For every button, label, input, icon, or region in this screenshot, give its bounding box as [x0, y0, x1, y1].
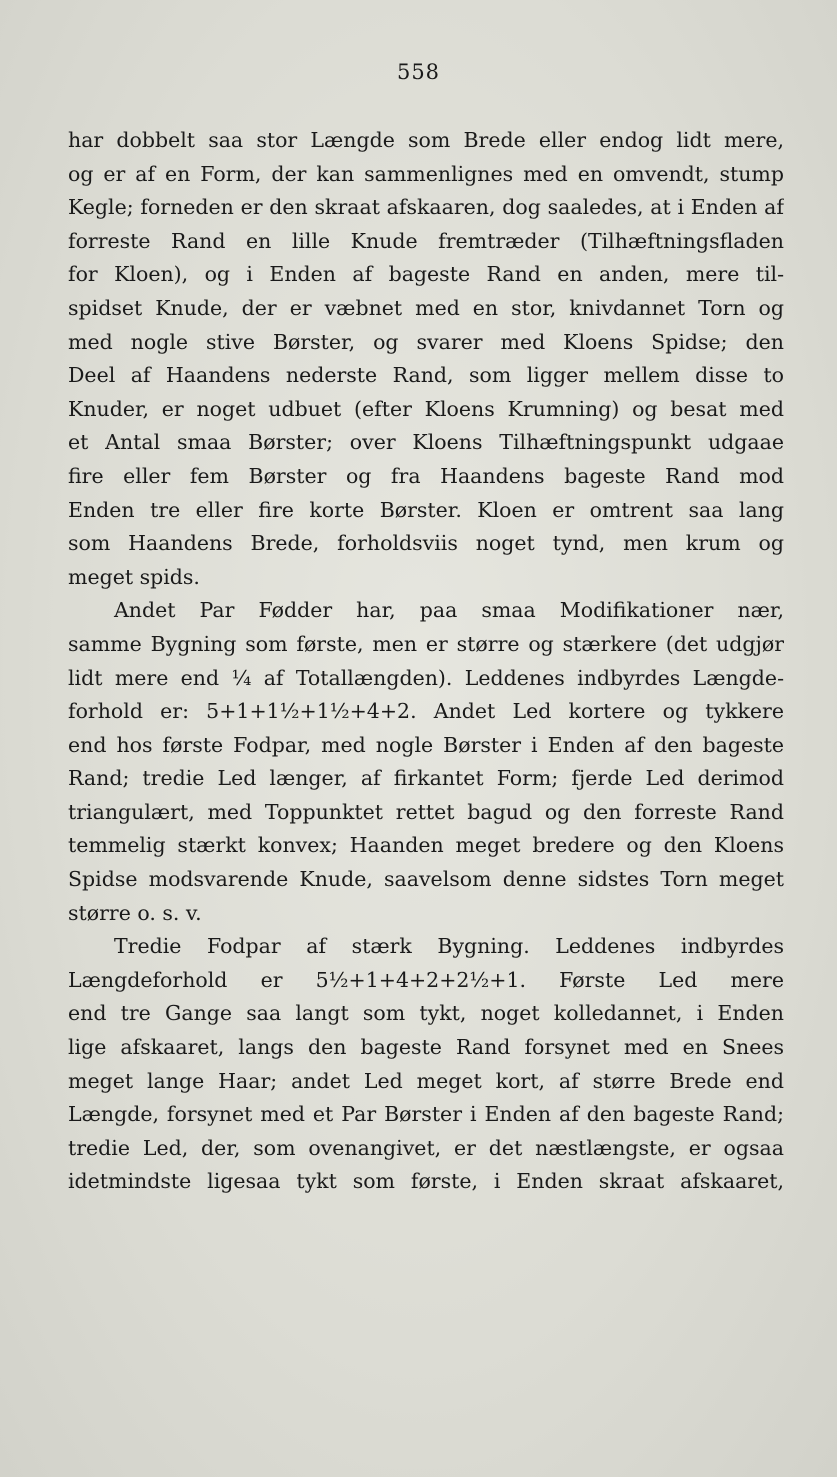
- text-line: end tre Gange saa langt som tykt, noget kolledannet, i Enden: [68, 1001, 784, 1026]
- text-line: Kegle; forneden er den skraat afskaaren, dog saaledes, at i Enden af: [68, 195, 784, 220]
- text-line: Længdeforhold er 5½+1+4+2+2½+1. Første Led mere: [68, 967, 784, 992]
- text-line: og er af en Form, der kan sammenlignes med en omvendt, stump: [68, 161, 784, 186]
- text-line: end hos første Fodpar, med nogle Børster i Enden af den bageste: [68, 732, 784, 757]
- text-line: forhold er: 5+1+1½+1½+4+2. Andet Led kortere og tykkere: [68, 699, 784, 724]
- text-line: Rand; tredie Led længer, af firkantet Form; fjerde Led derimod: [68, 766, 784, 791]
- text-line: lige afskaaret, langs den bageste Rand forsynet med en Snees: [68, 1035, 784, 1060]
- text-line: forreste Rand en lille Knude fremtræder (Tilhæftningsfladen: [68, 228, 784, 253]
- text-line: større o. s. v.: [68, 900, 202, 925]
- text-line: som Haandens Brede, forholdsviis noget tynd, men krum og: [68, 531, 784, 556]
- text-line: Enden tre eller fire korte Børster. Kloen er omtrent saa lang: [68, 497, 784, 522]
- text-line: triangulært, med Toppunktet rettet bagud og den forreste Rand: [68, 799, 784, 824]
- text-line: meget spids.: [68, 564, 200, 589]
- text-line: tredie Led, der, som ovenangivet, er det næstlængste, er ogsaa: [68, 1135, 784, 1160]
- text-line: spidset Knude, der er væbnet med en stor, knivdannet Torn og: [68, 295, 784, 320]
- body-text: [68, 124, 784, 1199]
- text-line: temmelig stærkt konvex; Haanden meget bredere og den Kloens: [68, 833, 784, 858]
- text-line: Længde, forsynet med et Par Børster i Enden af den bageste Rand;: [68, 1102, 784, 1127]
- text-line: fire eller fem Børster og fra Haandens bageste Rand mod: [68, 463, 784, 488]
- text-line: meget lange Haar; andet Led meget kort, af større Brede end: [68, 1068, 784, 1093]
- text-line: Deel af Haandens nederste Rand, som ligger mellem disse to: [68, 363, 784, 388]
- text-line: for Kloen), og i Enden af bageste Rand en anden, mere til-: [68, 262, 784, 287]
- text-line: et Antal smaa Børster; over Kloens Tilhæftningspunkt udgaae: [68, 430, 784, 455]
- text-line: idetmindste ligesaa tykt som første, i Enden skraat afskaaret,: [68, 1169, 784, 1194]
- text-line: Spidse modsvarende Knude, saavelsom denne sidstes Torn meget: [68, 867, 784, 892]
- text-line: har dobbelt saa stor Længde som Brede eller endog lidt mere,: [68, 128, 784, 152]
- text-line: samme Bygning som første, men er større og stærkere (det udgjør: [68, 631, 784, 656]
- text-line: Knuder, er noget udbuet (efter Kloens Krumning) og besat med: [68, 396, 784, 421]
- text-line: med nogle stive Børster, og svarer med Kloens Spidse; den: [68, 329, 784, 354]
- page-number: 558: [396, 60, 441, 84]
- text-line: lidt mere end ¼ af Totallængden). Leddenes indbyrdes Længde-: [68, 665, 784, 690]
- text-line: Andet Par Fødder har, paa smaa Modifikationer nær,: [114, 598, 784, 623]
- text-line: Tredie Fodpar af stærk Bygning. Leddenes indbyrdes: [114, 934, 784, 959]
